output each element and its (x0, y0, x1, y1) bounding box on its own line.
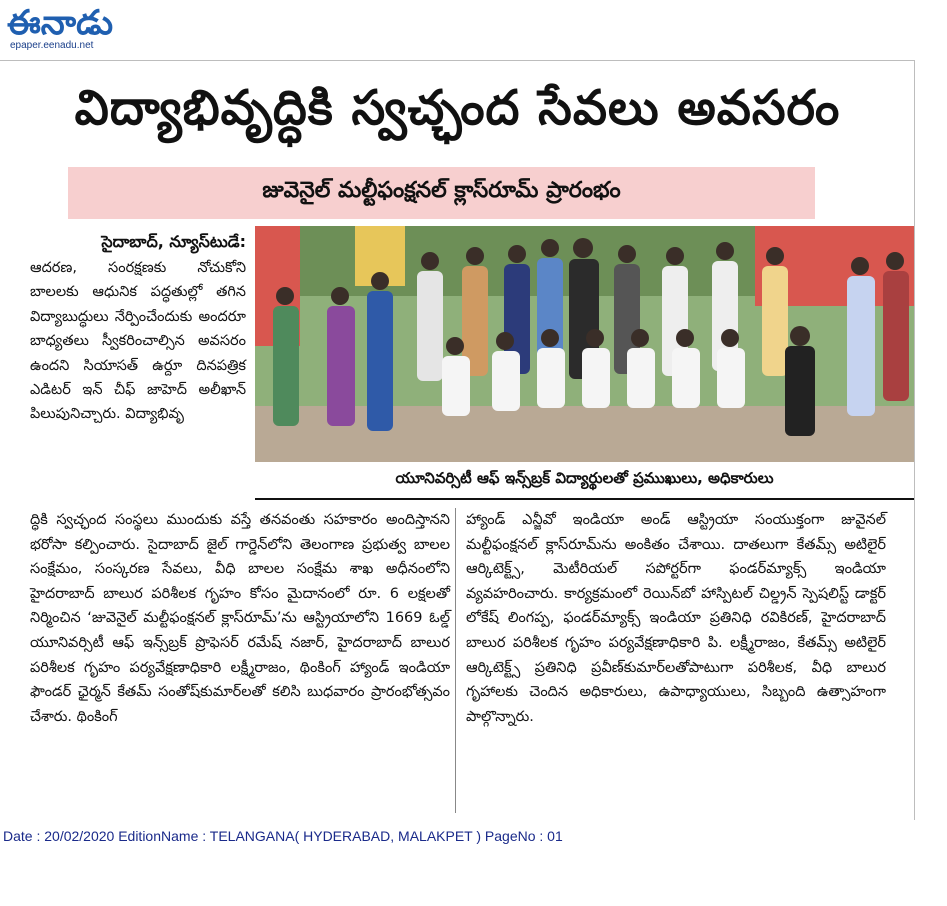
news-photo (255, 226, 914, 462)
intro-text: ఆదరణ, సంరక్షణకు నోచుకోని బాలలకు ఆధునిక పద్ధతుల్లో తగిన విద్యాబుద్ధులు నేర్పించేందుకు అందరూ బాధ్యతలు స్వీకరించాల్సిన అవసరం ఉందని సియాసత్ ఉర్దూ దినపత్రిక ఎడిటర్ ఇన్ చీఫ్ జాహెద్ అలీఖాన్ పిలుపునిచ్చారు. విద్యాభివృ (30, 260, 246, 423)
masthead (5, 2, 155, 54)
logo-lettering: ఈనాడు (7, 3, 114, 42)
site-url: epaper.eenadu.net (10, 40, 94, 51)
edition-footer: Date : 20/02/2020 EditionName : TELANGANA( HYDERABAD, MALAKPET ) PageNo : 01 (3, 828, 563, 844)
article-column-2: హ్యాండ్ ఎన్జీవో ఇండియా అండ్ ఆస్ట్రియా సంయుక్తంగా జువైనల్ మల్టీఫంక్షనల్ క్లాస్‌రూమ్‌ను అంకితం చేశాయి. దాతలుగా కేతమ్స్ అటిలైర్ ఆర్కిటెక్ట్స్, మెటీరియల్ సపోర్టర్‌గా ఫండర్‌మ్యాక్స్ ఇండియా వ్యవహరించారు. కార్యక్రమంలో రెయిన్‌బో హాస్పిటల్ చిల్డ్రన్ స్పెషలిస్ట్ డాక్టర్ లోకేష్ లింగప్ప, ఫండర్‌మ్యాక్స్ ఇండియా ప్రతినిధి రవికిరణ్, హైదరాబాద్ బాలుర పరిశీలక గృహం పర్యవేక్షణాధికారి పి. లక్ష్మీరాజం, కేతమ్స్ అటిలైర్ ఆర్కిటెక్ట్స్ ప్రతినిధి ప్రవీణ్‌కుమార్‌లతోపాటుగా పరిశీలక, వీధి బాలుర గృహాలకు చెందిన అధికారులు, ఉపాధ్యాయులు, సిబ్బంది ఉత్సాహంగా పాల్గొన్నారు. (466, 512, 886, 725)
top-rule (0, 60, 915, 61)
subheadline: జువెనైల్ మల్టీఫంక్షనల్ క్లాస్‌రూమ్ ప్రారంభం (68, 167, 815, 219)
right-rule (914, 60, 915, 820)
photo-caption: యూనివర్సిటీ ఆఫ్ ఇన్స్‌బ్రక్ విద్యార్థులతో ప్రముఖులు, అధికారులు (255, 462, 914, 500)
dateline: సైదాబాద్, న్యూస్‌టుడే: (101, 232, 246, 251)
headline: విద్యాభివృద్ధికి స్వచ్ఛంద సేవలు అవసరం (74, 80, 841, 136)
eenadu-logo (5, 2, 145, 42)
group-photo-image (255, 226, 914, 462)
column-divider (455, 508, 456, 813)
article-column-1: ద్ధికి స్వచ్ఛంద సంస్థలు ముందుకు వస్తే తనవంతు సహకారం అందిస్తానని భరోసా కల్పించారు. సైదాబాద్ జైల్ గార్డెన్‌లోని తెలంగాణ ప్రభుత్వ బాలల సంక్షేమం, సంస్కరణ సేవలు, వీధి బాలల సంక్షేమ శాఖ అధీనంలోని హైదరాబాద్ బాలుర పరిశీలక గృహం కోసం మైదానంలో రూ. 6 లక్షలతో నిర్మించిన ‘జువెనైల్ మల్టీఫంక్షనల్ క్లాస్‌రూమ్’ను ఆస్ట్రియాలోని 1669 ఓల్డ్ యూనివర్సిటీ ఆఫ్ ఇన్స్‌బ్రక్ ప్రొఫెసర్ రమేష్ నజార్, హైదరాబాద్ బాలుర పరిశీలక గృహం పర్యవేక్షణాధికారి లక్ష్మీరాజం, థింకింగ్ హ్యాండ్ ఇండియా ఫౌండర్ ఛైర్మన్ కేతమ్ సంతోష్‌కుమార్‌లతో కలిసి బుధవారం ప్రారంభోత్సవం చేశారు. థింకింగ్ (30, 512, 450, 725)
